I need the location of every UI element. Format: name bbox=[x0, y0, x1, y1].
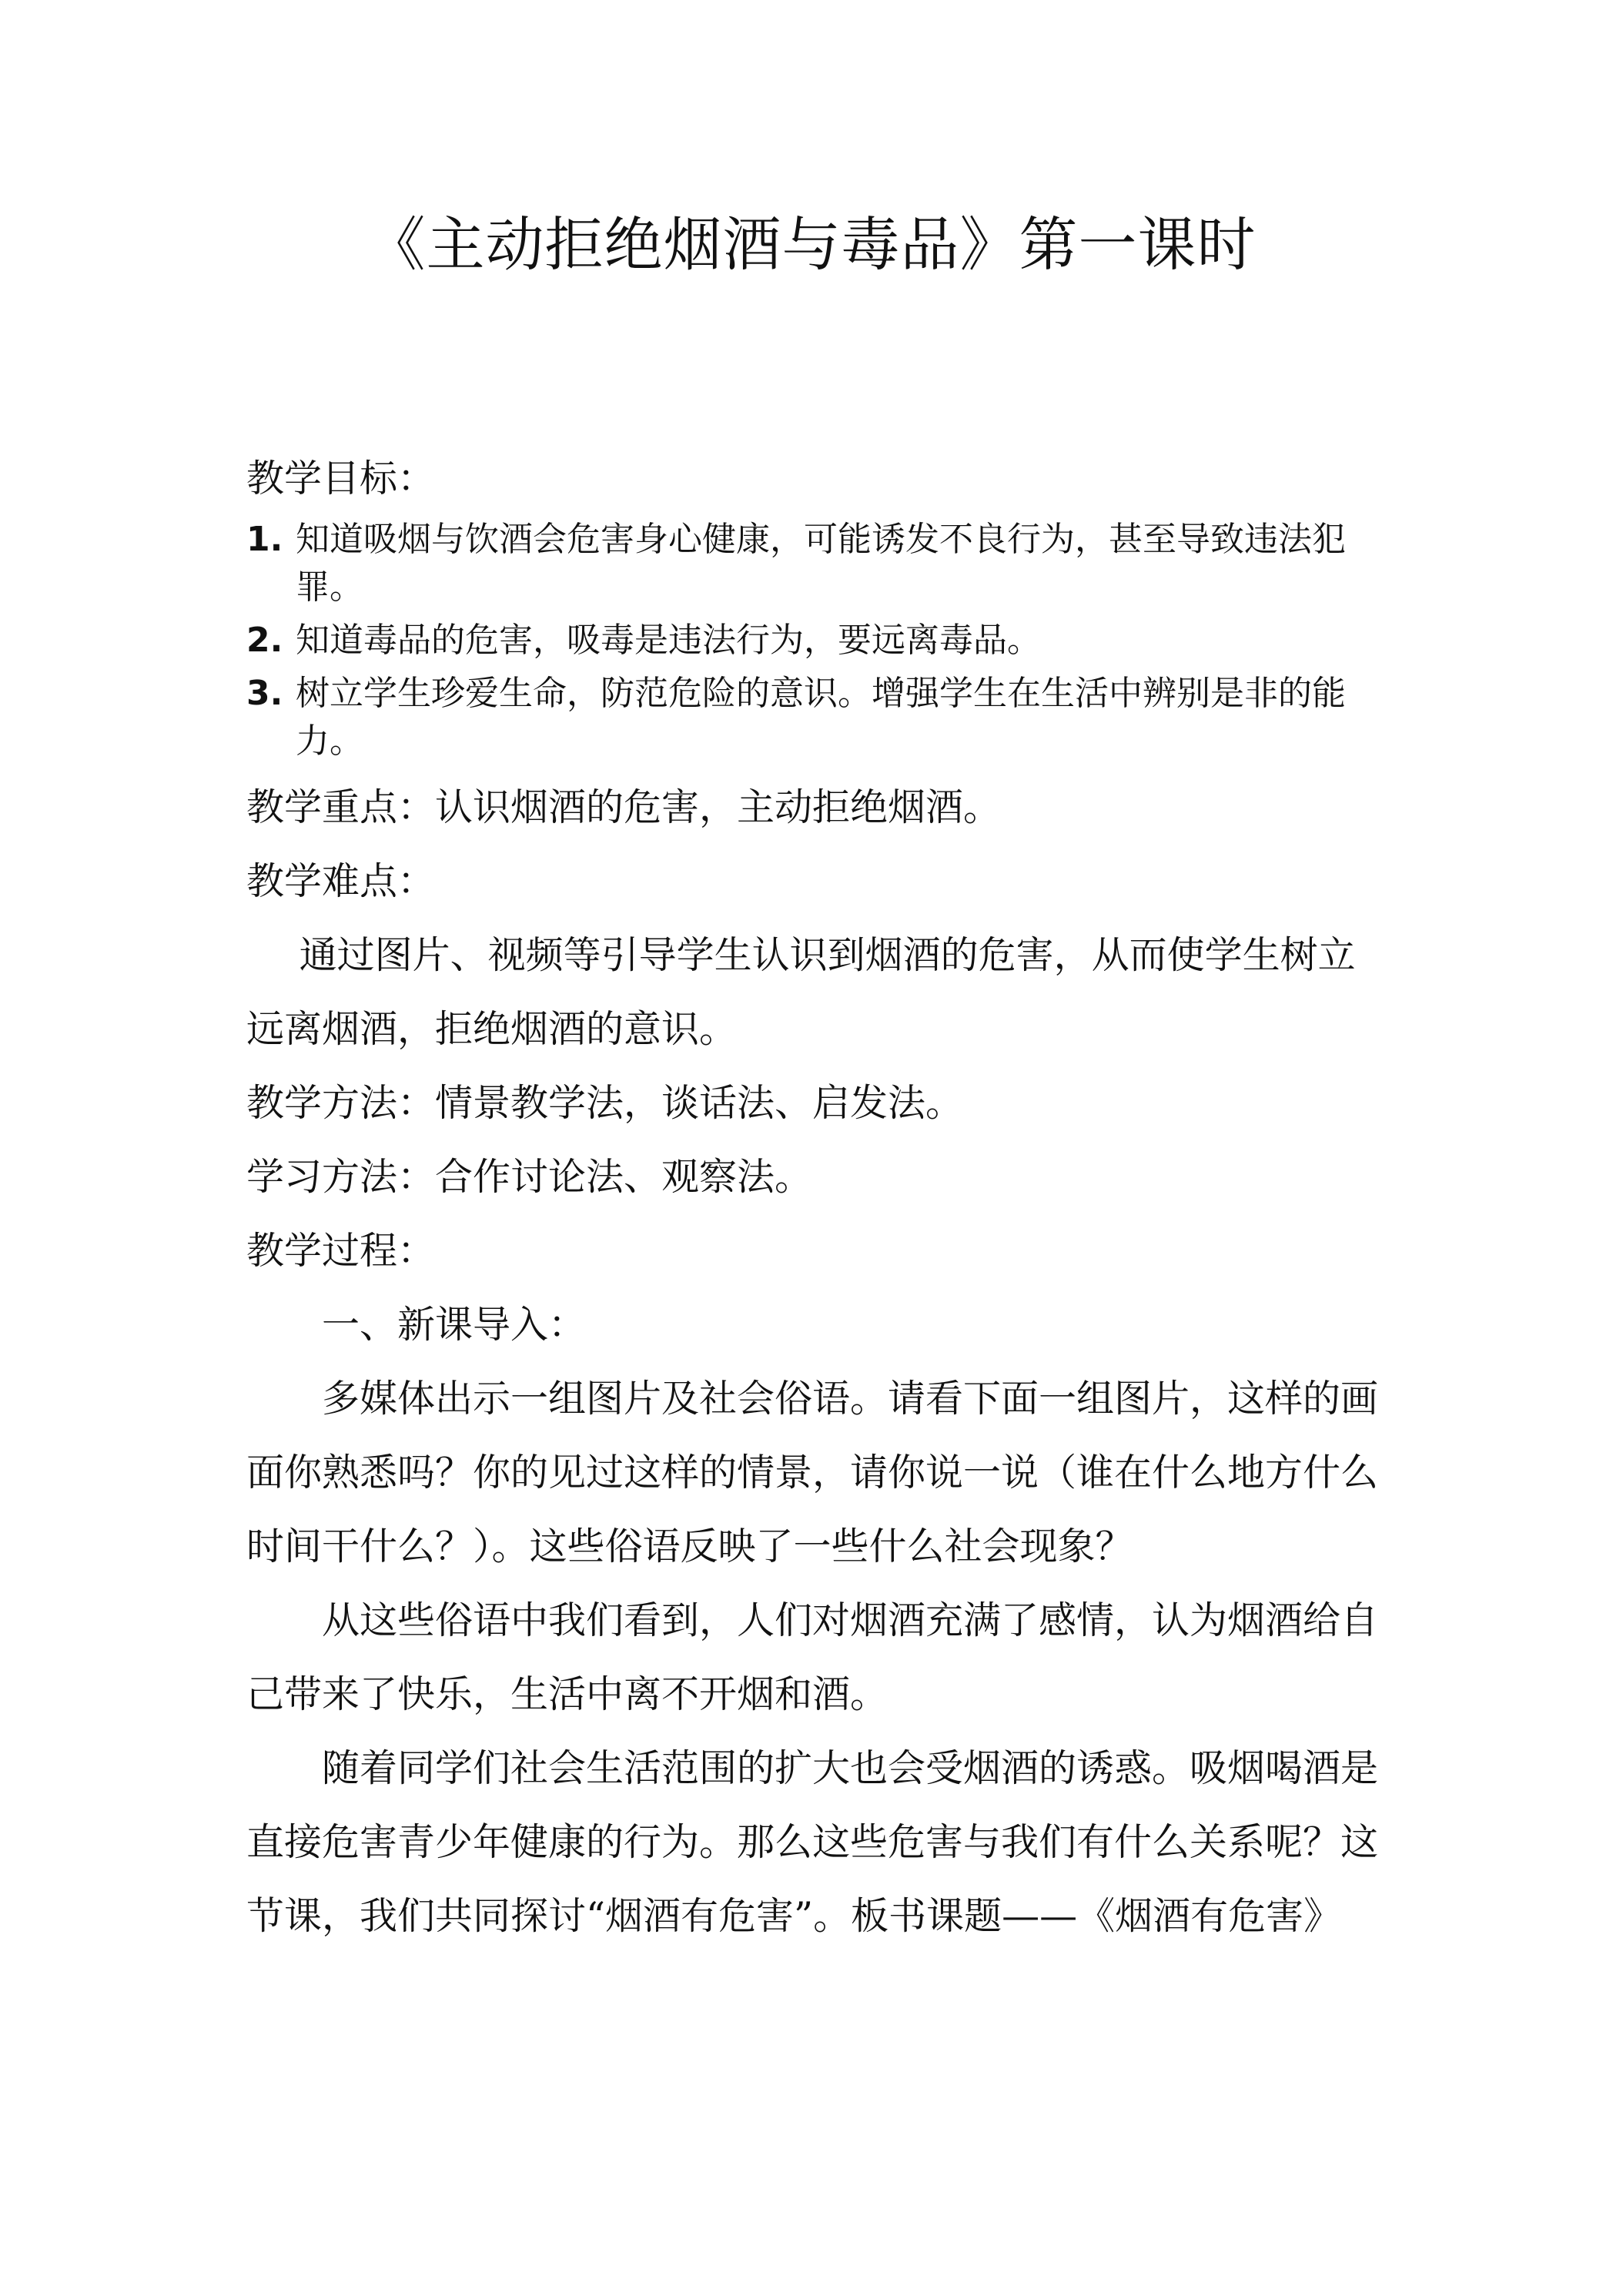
objective-item bbox=[246, 516, 1386, 611]
intro-paragraph: 多媒体出示一组图片及社会俗语。请看下面一组图片，这样的画面你熟悉吗？你的见过这样的情景，请你说一说（谁在什么地方什么时间干什么？）。这些俗语反映了一些什么社会现象？ bbox=[246, 1377, 1379, 1568]
objective-number: 3. bbox=[246, 674, 283, 713]
learning-method: 学习方法：合作讨论法、观察法。 bbox=[246, 1155, 813, 1199]
difficulty-heading: 教学难点： bbox=[246, 859, 436, 903]
objectives-heading: 教学目标： bbox=[246, 457, 436, 500]
objective-text: 树立学生珍爱生命，防范危险的意识。增强学生在生活中辨别是非的能力。 bbox=[296, 674, 1346, 761]
teaching-method: 教学方法：情景教学法，谈话法、启发法。 bbox=[246, 1081, 964, 1125]
intro-paragraph: 从这些俗语中我们看到，人们对烟酒充满了感情，认为烟酒给自己带来了快乐，生活中离不开烟和酒。 bbox=[246, 1598, 1379, 1716]
objective-item bbox=[246, 617, 1386, 664]
objective-number: 1. bbox=[246, 520, 283, 559]
objective-text: 知道毒品的危害，吸毒是违法行为，要远离毒品。 bbox=[296, 621, 1041, 660]
intro-heading: 一、新课导入： bbox=[322, 1303, 587, 1347]
difficulty-text: 通过图片、视频等引导学生认识到烟酒的危害，从而使学生树立远离烟酒，拒绝烟酒的意识。 bbox=[246, 933, 1356, 1051]
lesson-plan-content bbox=[246, 440, 1386, 1953]
objective-text: 知道吸烟与饮酒会危害身心健康，可能诱发不良行为，甚至导致违法犯罪。 bbox=[296, 520, 1346, 607]
page-title: 《主动拒绝烟酒与毒品》第一课时 bbox=[366, 210, 1257, 279]
objective-item bbox=[246, 670, 1386, 765]
intro-paragraph: 随着同学们社会生活范围的扩大也会受烟酒的诱惑。吸烟喝酒是直接危害青少年健康的行为。那么这些危害与我们有什么关系呢？这节课，我们共同探讨“烟酒有危害”。板书课题——《烟酒有危害》 bbox=[246, 1746, 1379, 1938]
teaching-objectives-list bbox=[246, 516, 1386, 765]
process-heading: 教学过程： bbox=[246, 1229, 436, 1273]
objective-number: 2. bbox=[246, 621, 283, 660]
key-point: 教学重点：认识烟酒的危害，主动拒绝烟酒。 bbox=[246, 785, 1002, 829]
